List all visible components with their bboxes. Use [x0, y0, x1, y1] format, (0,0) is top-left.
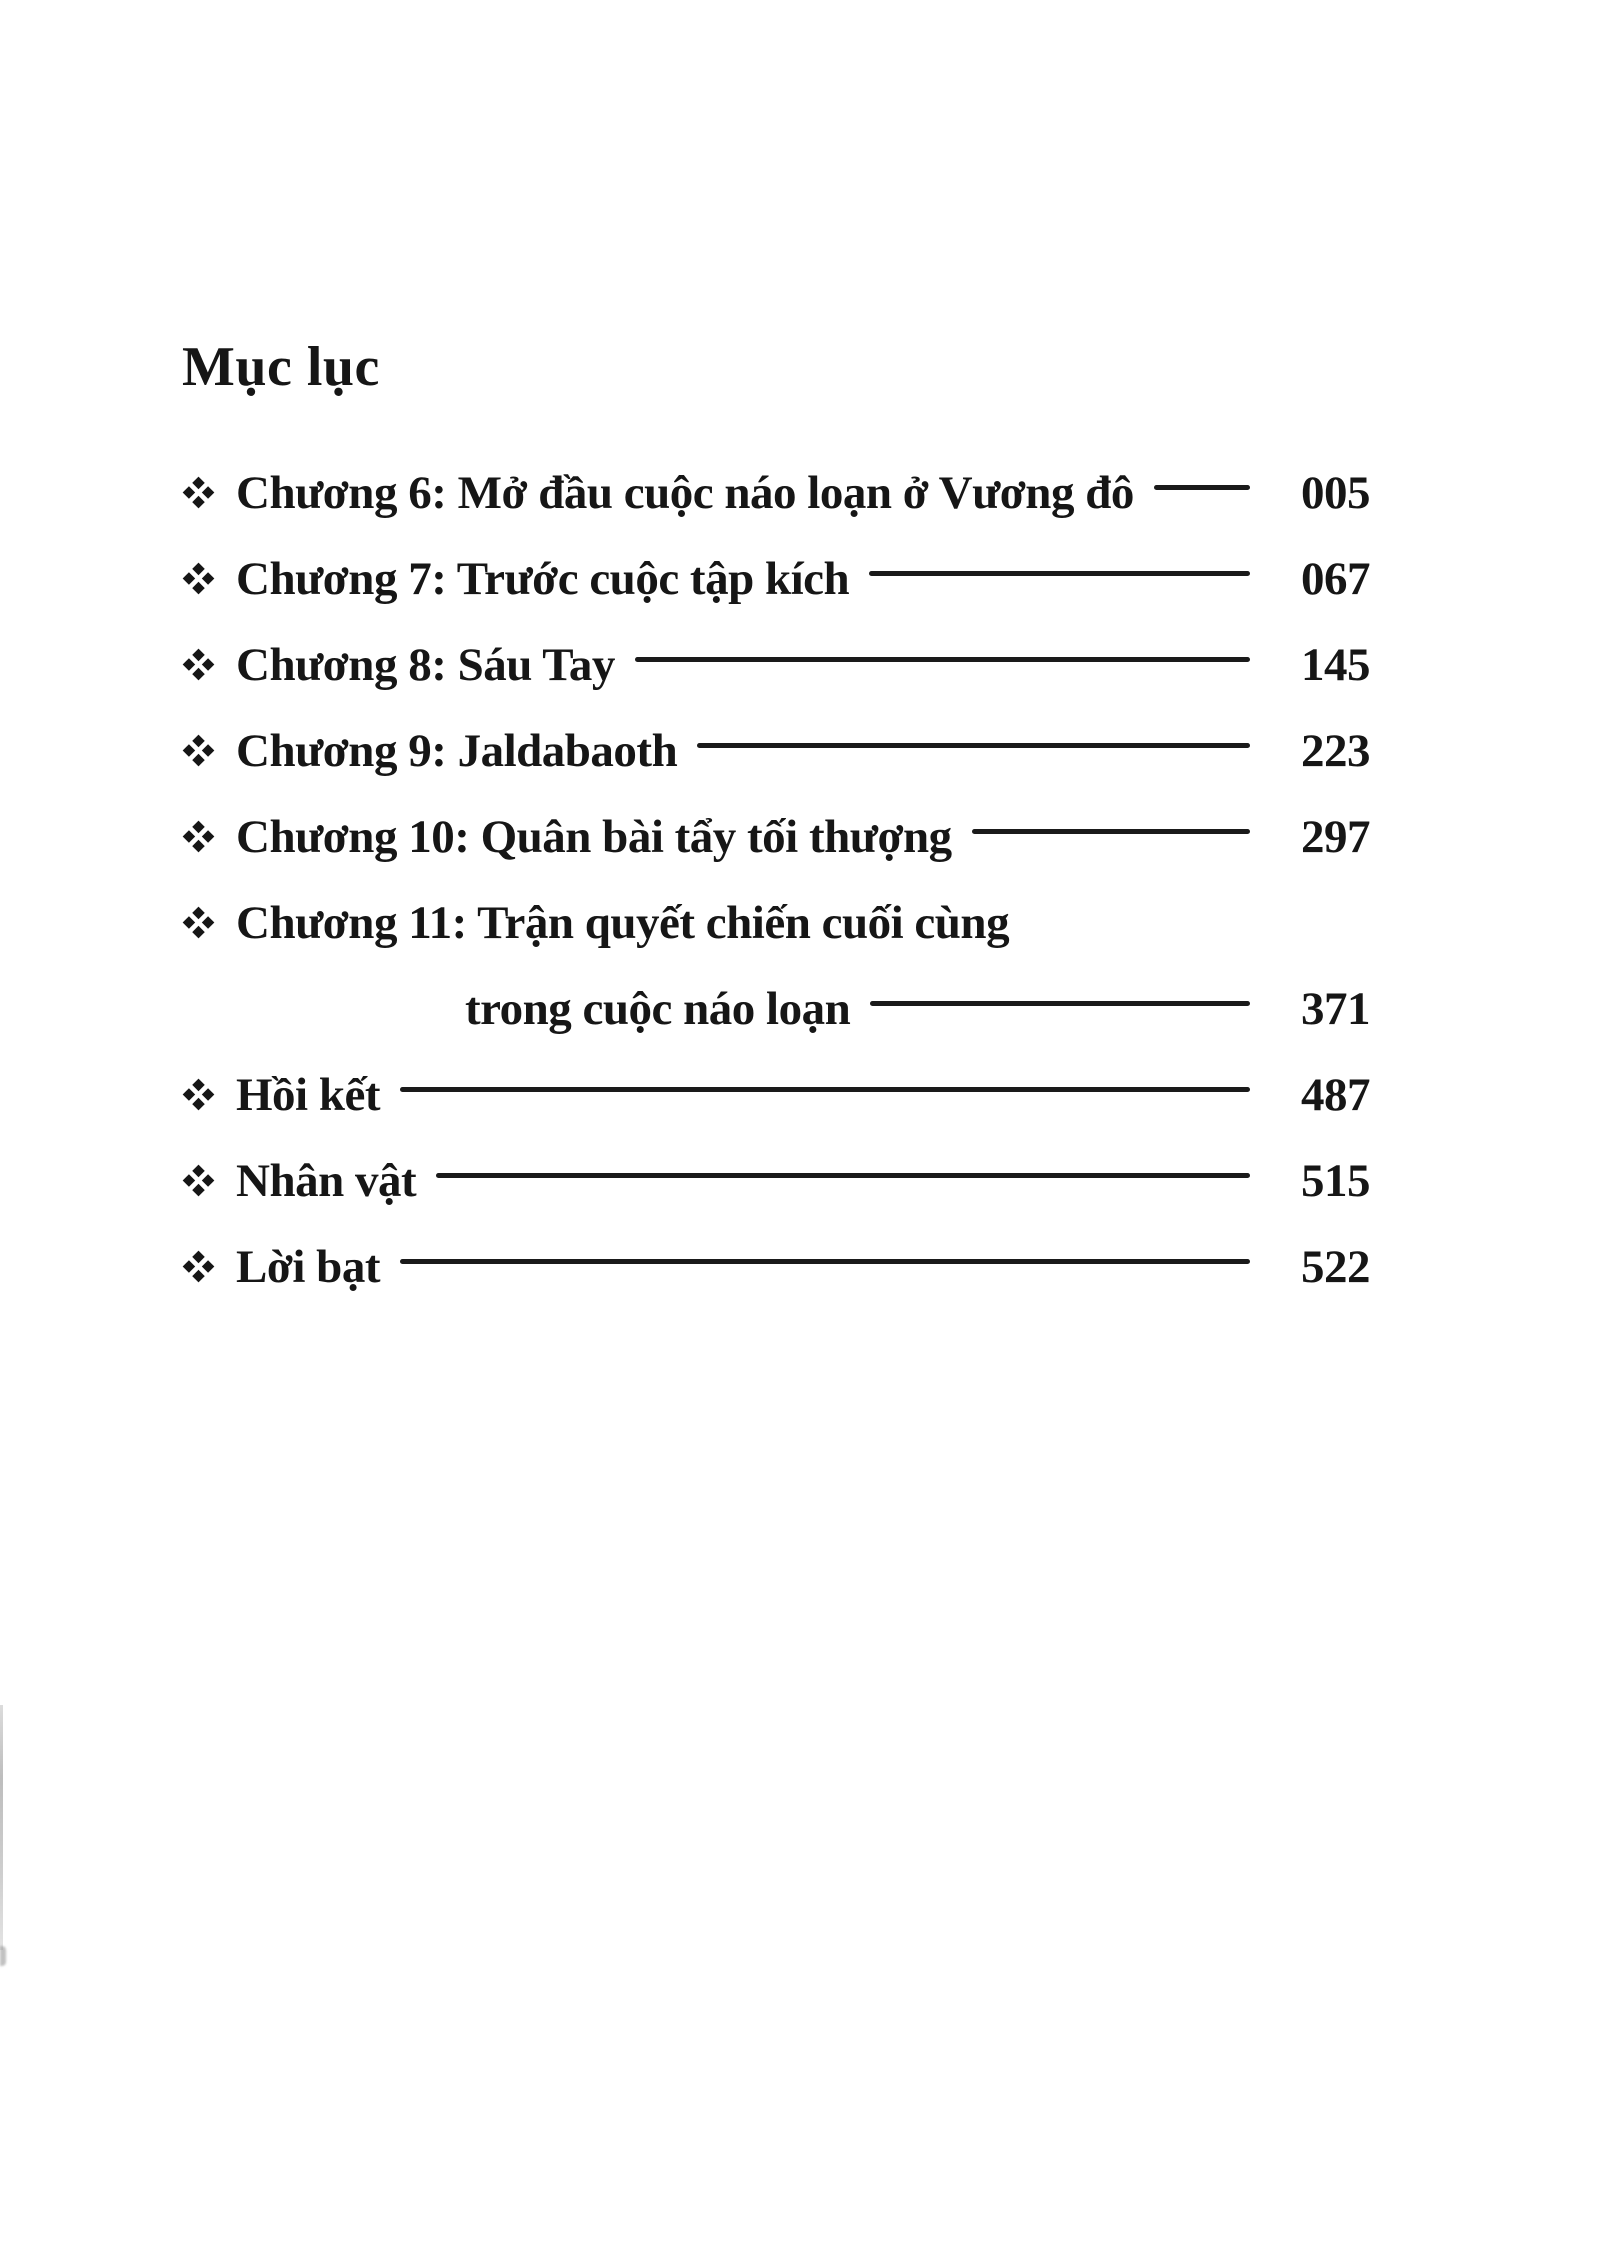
toc-entry	[182, 794, 1370, 880]
toc-entry-page-number: 067	[1301, 553, 1370, 605]
four-diamond-bullet-icon	[182, 648, 215, 681]
leader-line	[400, 1259, 1250, 1264]
table-of-contents	[182, 338, 1370, 1310]
toc-entry-continuation	[465, 966, 1370, 1052]
page-title: Mục lục	[182, 336, 380, 398]
toc-entry-page-number: 515	[1301, 1155, 1370, 1207]
toc-entry-label: Chương 8: Sáu Tay	[236, 639, 615, 691]
toc-entry-page-number: 487	[1301, 1069, 1370, 1121]
toc-entry	[182, 1138, 1370, 1224]
toc-entry-label: Chương 11: Trận quyết chiến cuối cùng	[236, 897, 1010, 949]
toc-entry-label: Chương 9: Jaldabaoth	[236, 725, 678, 777]
toc-entry-page-number: 297	[1301, 811, 1370, 863]
four-diamond-bullet-icon	[182, 906, 215, 939]
leader-line	[400, 1087, 1250, 1092]
scan-artifact	[0, 1946, 6, 1966]
four-diamond-bullet-icon	[182, 1250, 215, 1283]
toc-entry-label: Lời bạt	[236, 1241, 380, 1293]
toc-entry	[182, 536, 1370, 622]
four-diamond-bullet-icon	[182, 562, 215, 595]
toc-entry-label: Chương 10: Quân bài tẩy tối thượng	[236, 811, 952, 863]
four-diamond-bullet-icon	[182, 734, 215, 767]
toc-entry-page-number: 522	[1301, 1241, 1370, 1293]
toc-entry-label: Nhân vật	[236, 1155, 417, 1207]
four-diamond-bullet-icon	[182, 1078, 215, 1111]
toc-entry-page-number: 005	[1301, 467, 1370, 519]
toc-entry-label: Chương 6: Mở đầu cuộc náo loạn ở Vương đô	[236, 467, 1134, 519]
leader-line	[870, 1001, 1250, 1006]
toc-entry-page-number: 371	[1301, 983, 1370, 1035]
toc-entry	[182, 1224, 1370, 1310]
scan-artifact	[0, 1705, 3, 1950]
toc-entry-label: Hồi kết	[236, 1069, 381, 1121]
leader-line	[436, 1173, 1250, 1178]
toc-entry	[182, 450, 1370, 536]
leader-line	[869, 571, 1250, 576]
four-diamond-bullet-icon	[182, 820, 215, 853]
toc-entry	[182, 622, 1370, 708]
four-diamond-bullet-icon	[182, 476, 215, 509]
toc-entry-page-number: 145	[1301, 639, 1370, 691]
toc-entry	[182, 1052, 1370, 1138]
toc-entry	[182, 708, 1370, 794]
leader-line	[635, 657, 1250, 662]
toc-entry-page-number: 223	[1301, 725, 1370, 777]
leader-line	[1154, 485, 1250, 490]
leader-line	[972, 829, 1250, 834]
toc-entry	[182, 880, 1370, 966]
toc-entry-label: Chương 7: Trước cuộc tập kích	[236, 553, 850, 605]
toc-entry-label: trong cuộc náo loạn	[465, 983, 851, 1035]
leader-line	[697, 743, 1250, 748]
four-diamond-bullet-icon	[182, 1164, 215, 1197]
